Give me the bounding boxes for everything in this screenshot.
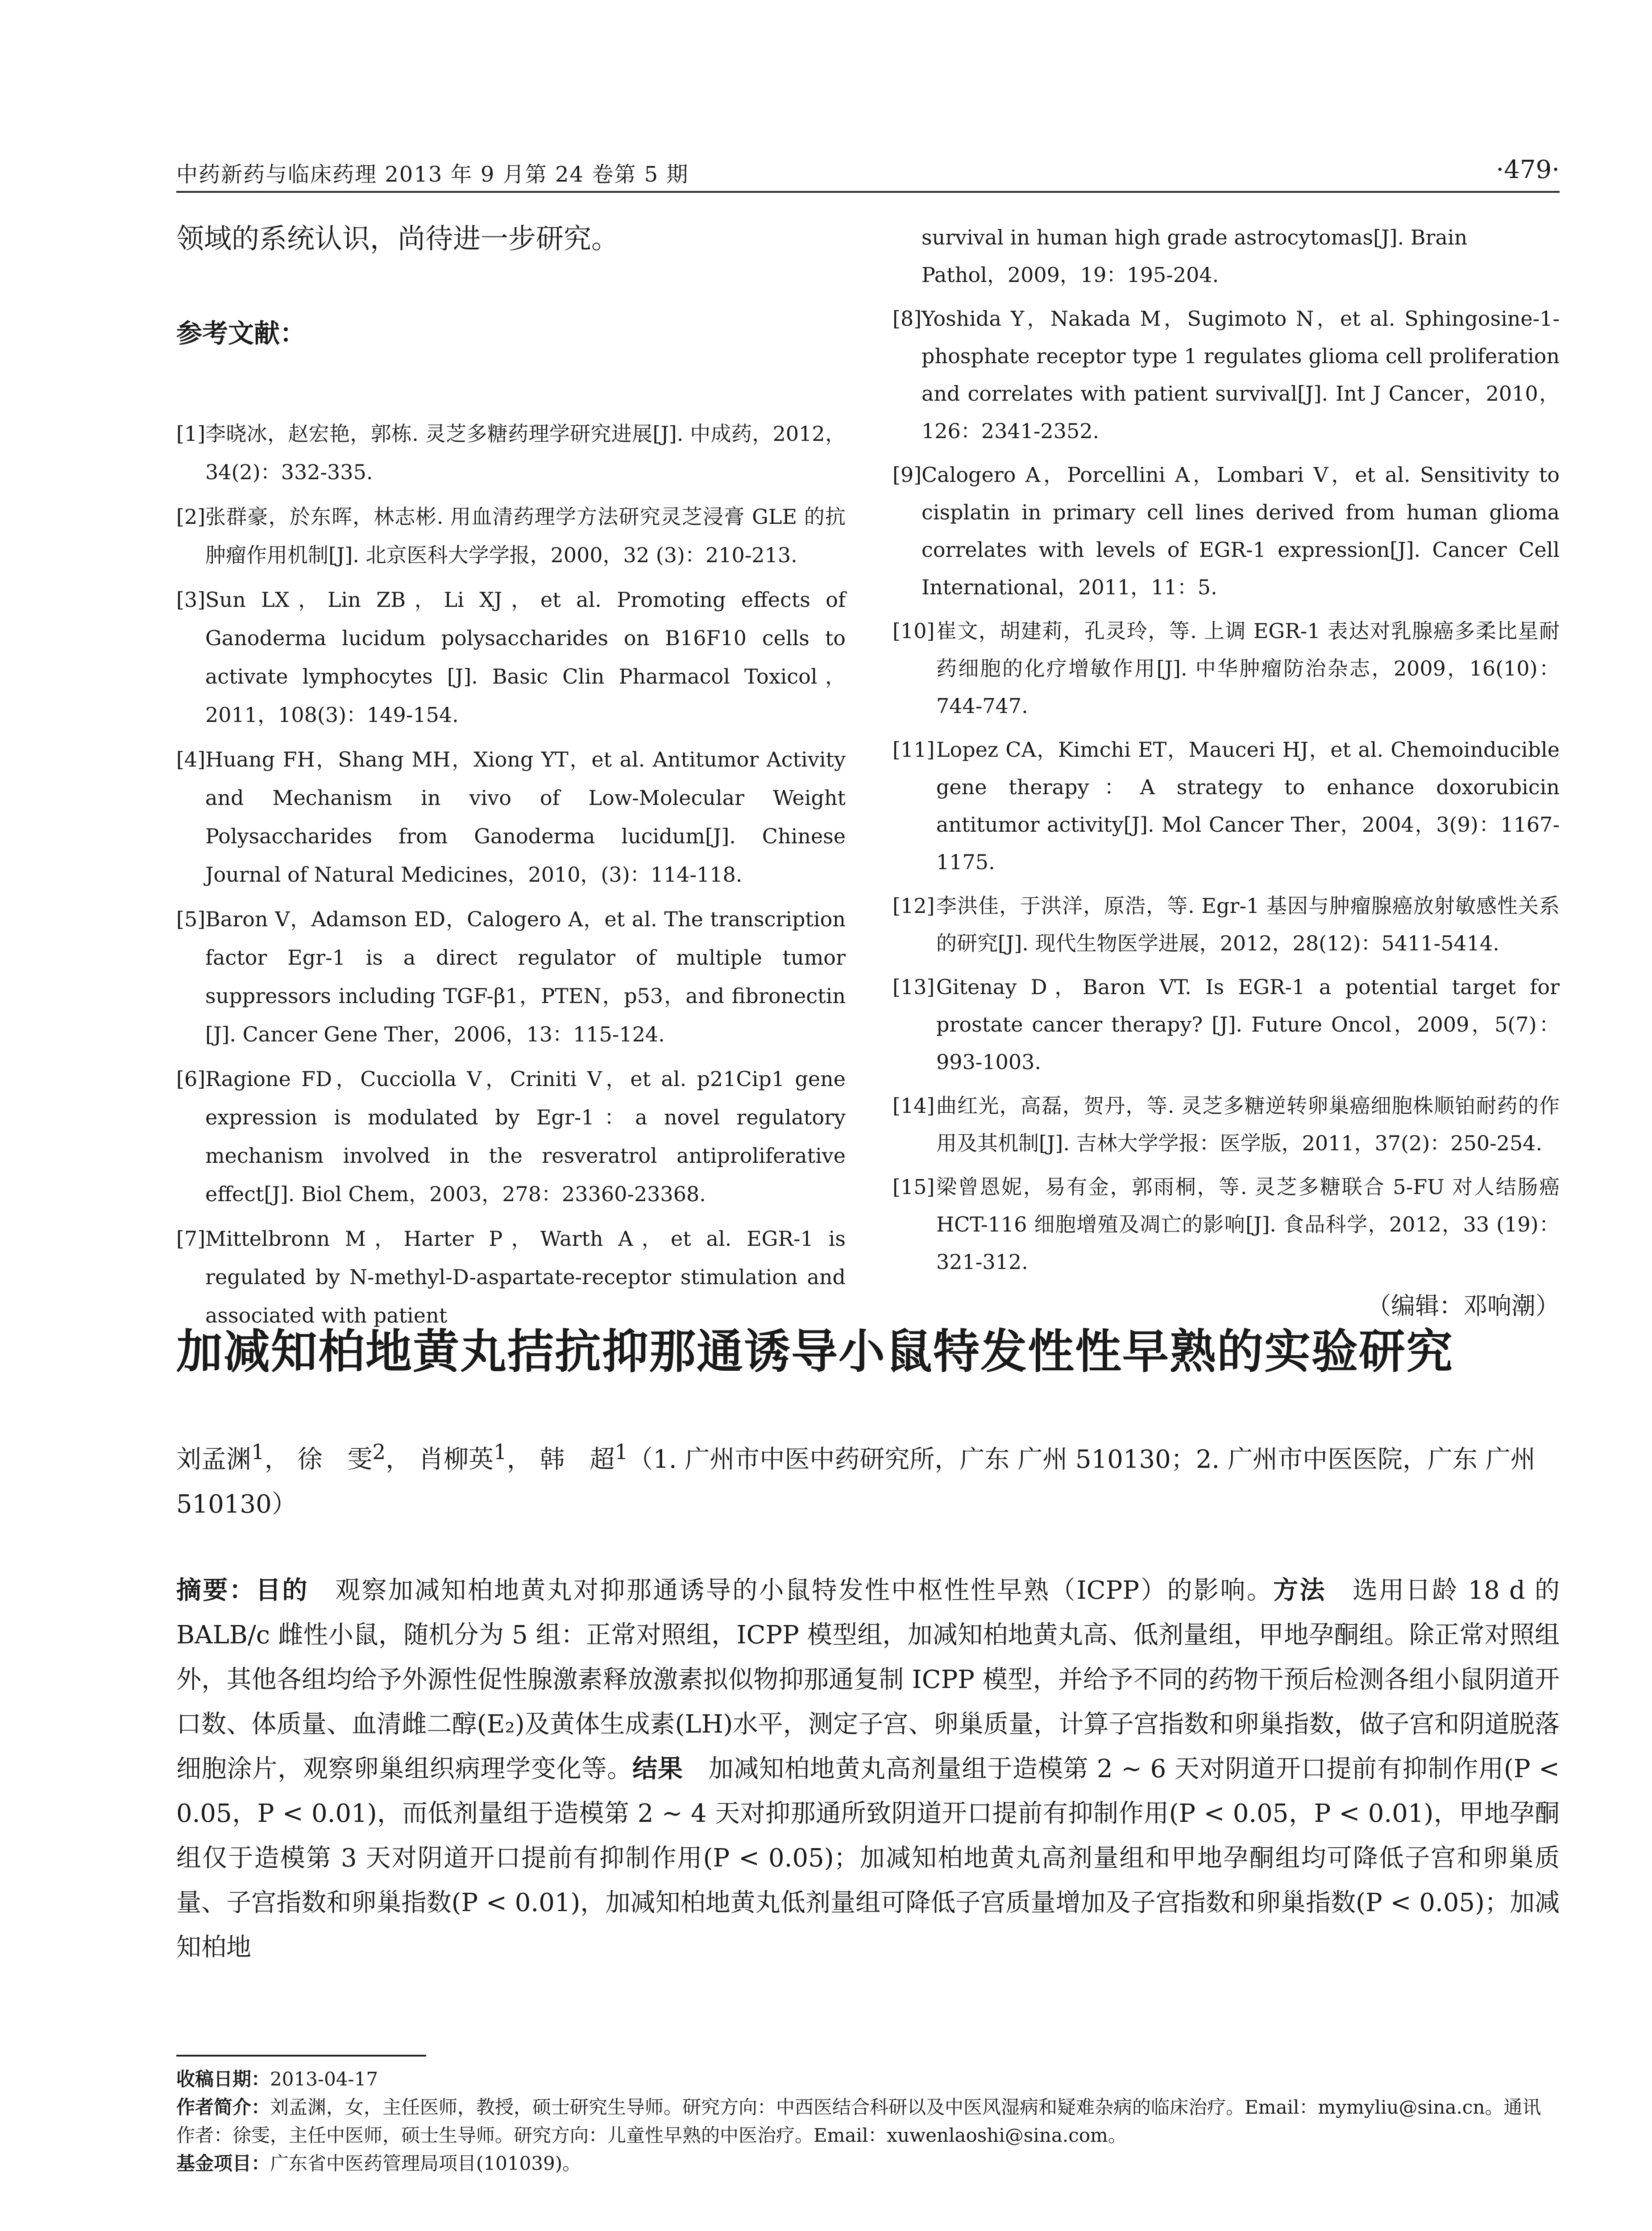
reference-item: [176, 498, 846, 574]
journal-name: 中药新药与临床药理 2013 年 9 月第 24 卷第 5 期: [176, 162, 689, 187]
purpose-text: 观察加减知柏地黄丸对抑那通诱导的小鼠特发性中枢性性早熟（ICPP）的影响。: [335, 1576, 1274, 1605]
preceding-text: 领域的系统认识，尚待进一步研究。: [176, 222, 619, 255]
author-bio: [176, 2093, 1560, 2149]
reference-item: [176, 900, 846, 1053]
reference-text: 梁曾恩妮，易有金，郭雨桐，等. 灵芝多糖联合 5-FU 对人结肠癌 HCT-116 细胞增殖及凋亡的影响[J]. 食品科学，2012，33 (19)：321-312.: [936, 1175, 1560, 1274]
reference-text: 曲红光，高磊，贺丹，等. 灵芝多糖逆转卵巢癌细胞株顺铂耐药的作用及其机制[J]. 吉林大学学报：医学版，2011，37(2)：250-254.: [936, 1094, 1560, 1155]
footnote-rule: [176, 2055, 426, 2057]
reference-number: [9]: [892, 463, 922, 487]
reference-text: Ragione FD，Cucciolla V，Criniti V，et al. p21Cip1 gene expression is modulated by Egr-1：a novel regulatory mechanism involved in the resveratrol antiproliferative effect[J]. Biol Chem，2003，278：23360-23368.: [205, 1067, 846, 1206]
left-column: [176, 219, 846, 1341]
right-column: [892, 219, 1560, 1321]
author-bio-text: 刘孟渊，女，主任医师，教授，硕士研究生导师。研究方向：中西医结合科研以及中医风湿病和疑难杂病的临床治疗。Email：mymyliu@sina.cn。通讯作者：徐雯，主任中医师，硕士生导师。研究方向：儿童性早熟的中医治疗。Email：xuwenlaoshi@sina.com。: [176, 2096, 1541, 2146]
reference-number: [12]: [892, 894, 935, 918]
funding-label: 基金项目：: [176, 2152, 270, 2174]
reference-text: Lopez CA，Kimchi ET，Mauceri HJ，et al. Chemoinducible gene therapy：A strategy to enhance doxorubicin antitumor activity[J]. Mol Cancer Ther，2004，3(9)：1167-1175.: [936, 738, 1560, 874]
reference-number: [14]: [892, 1094, 935, 1118]
affiliation-marker: 1: [614, 1440, 628, 1464]
reference-item: [892, 456, 1560, 606]
results-label: 结果: [632, 1754, 683, 1783]
header-rule: [176, 191, 1560, 193]
author-name: 韩 超: [540, 1445, 615, 1474]
reference-number: [8]: [892, 307, 922, 331]
author-name: 刘孟渊: [176, 1445, 251, 1474]
reference-item: [176, 1060, 846, 1213]
reference-text: Mittelbronn M，Harter P，Warth A，et al. EGR-1 is regulated by N-methyl-D-aspartate-receptor stimulation and associated with patient: [205, 1227, 846, 1327]
author-line: 刘孟渊$^1$， 徐 雯$^2$， 肖柳英$^1$， 韩 超$^1$（1. 广州市中医中药研究所，广东 广州 510130；2. 广州市中医医院，广东 广州 510130）: [176, 1440, 1536, 1519]
reference-item: [892, 1168, 1560, 1281]
abstract-label: 摘要：: [176, 1576, 256, 1605]
received-value: 2013-04-17: [270, 2068, 378, 2090]
affiliation-marker: 2: [372, 1440, 386, 1464]
reference-item: [892, 1087, 1560, 1162]
reference-number: [6]: [176, 1067, 206, 1091]
reference-text: 李晓冰，赵宏艳，郭栋. 灵芝多糖药理学研究进展[J]. 中成药，2012，34(2)：332-335.: [205, 422, 846, 484]
author-name: 肖柳英: [419, 1445, 494, 1474]
methods-label: 方法: [1273, 1576, 1326, 1605]
running-header: [176, 157, 1560, 188]
references-heading: 参考文献：: [176, 318, 306, 348]
reference-text: Calogero A，Porcellini A，Lombari V，et al. Sensitivity to cisplatin in primary cell lines derived from human glioma correlates with levels of EGR-1 expression[J]. Cancer Cell International，2011，11：5.: [921, 463, 1560, 599]
reference-list: [176, 415, 846, 1335]
received-label: 收稿日期：: [176, 2068, 270, 2090]
reference-number: [15]: [892, 1175, 935, 1199]
funding: [176, 2149, 1560, 2177]
received-date: [176, 2065, 1560, 2093]
reference-number: [2]: [176, 505, 206, 529]
reference-number: [3]: [176, 588, 206, 612]
reference-text: Gitenay D，Baron VT. Is EGR-1 a potential target for prostate cancer therapy? [J]. Future Oncol，2009，5(7)：993-1003.: [936, 975, 1560, 1074]
reference-number: [1]: [176, 422, 206, 446]
reference-text: Sun LX，Lin ZB，Li XJ，et al. Promoting effects of Ganoderma lucidum polysaccharides on B16F10 cells to activate lymphocytes [J]. Basic Clin Pharmacol Toxicol，2011，108(3)：149-154.: [205, 588, 846, 727]
reference-item: [176, 740, 846, 894]
author-name: 徐 雯: [297, 1445, 373, 1474]
reference-7-continuation: survival in human high grade astrocytomas[J]. Brain Pathol，2009，19：195-204.: [921, 225, 1468, 287]
reference-item: [176, 581, 846, 734]
results-text: 加减知柏地黄丸高剂量组于造模第 2 ~ 6 天对阴道开口提前有抑制作用(P < 0.05，P < 0.01)，而低剂量组于造模第 2 ~ 4 天对抑那通所致阴道开口提前有抑制作用(P < 0.05，P < 0.01)，甲地孕酮组仅于造模第 3 天对阴道开口提前有抑制作用(P < 0.05)；加减知柏地黄丸高剂量组和甲地孕酮组均可降低子宫和卵巢质量、子宫指数和卵巢指数(P < 0.01)，加减知柏地黄丸低剂量组可降低子宫质量增加及子宫指数和卵巢指数(P < 0.05)；加减知柏地: [176, 1754, 1560, 1962]
reference-item: [892, 612, 1560, 725]
reference-text: 李洪佳，于洪洋，原浩，等. Egr-1 基因与肿瘤腺癌放射敏感性关系的研究[J]. 现代生物医学进展，2012，28(12)：5411-5414.: [936, 894, 1560, 955]
author-bio-label: 作者简介：: [176, 2096, 270, 2118]
reference-number: [5]: [176, 907, 206, 931]
abstract: [176, 1568, 1560, 1970]
methods-text: 选用日龄 18 d 的 BALB/c 雌性小鼠，随机分为 5 组：正常对照组，ICPP 模型组，加减知柏地黄丸高、低剂量组，甲地孕酮组。除正常对照组外，其他各组均给予外源性促性腺激素释放激素拟似物抑那通复制 ICPP 模型，并给予不同的药物干预后检测各组小鼠阴道开口数、体质量、血清雌二醇(E₂)及黄体生成素(LH)水平，测定子宫、卵巢质量，计算子宫指数和卵巢指数，做子宫和阴道脱落细胞涂片，观察卵巢组织病理学变化等。: [176, 1576, 1560, 1783]
reference-number: [4]: [176, 747, 206, 771]
reference-number: [10]: [892, 619, 935, 643]
reference-item: [892, 968, 1560, 1081]
reference-text: Huang FH，Shang MH，Xiong YT，et al. Antitumor Activity and Mechanism in vivo of Low-Molecular Weight Polysaccharides from Ganoderma lucidum[J]. Chinese Journal of Natural Medicines，2010，(3)：114-118.: [205, 747, 846, 887]
reference-text: 张群豪，於东晖，林志彬. 用血清药理学方法研究灵芝浸膏 GLE 的抗肿瘤作用机制[J]. 北京医科大学学报，2000，32 (3)：210-213.: [205, 505, 846, 567]
footnotes: [176, 2065, 1560, 2177]
affiliation-marker: 1: [251, 1440, 265, 1464]
affiliations: （1. 广州市中医中药研究所，广东 广州 510130；2. 广州市中医医院，广东 广州 510130）: [176, 1445, 1536, 1519]
reference-number: [13]: [892, 975, 935, 999]
reference-number: [7]: [176, 1227, 206, 1251]
reference-list: [892, 300, 1560, 1281]
reference-item: [892, 300, 1560, 450]
reference-number: [11]: [892, 738, 935, 762]
reference-item: [176, 415, 846, 491]
affiliation-marker: 1: [494, 1440, 507, 1464]
page-number: ·479·: [1496, 155, 1560, 184]
reference-text: Yoshida Y，Nakada M，Sugimoto N，et al. Sphingosine-1-phosphate receptor type 1 regulates glioma cell proliferation and correlates with patient survival[J]. Int J Cancer，2010，126：2341-2352.: [921, 307, 1560, 443]
reference-item: [892, 887, 1560, 962]
purpose-label: 目的: [256, 1576, 309, 1605]
article-title: 加减知柏地黄丸拮抗抑那通诱导小鼠特发性性早熟的实验研究: [176, 1324, 1454, 1379]
editor-credit: （编辑：邓响潮）: [1367, 1292, 1560, 1320]
funding-text: 广东省中医药管理局项目(101039)。: [270, 2152, 581, 2174]
reference-text: 崔文，胡建莉，孔灵玲，等. 上调 EGR-1 表达对乳腺癌多柔比星耐药细胞的化疗增敏作用[J]. 中华肿瘤防治杂志，2009，16(10)：744-747.: [936, 619, 1560, 718]
reference-text: Baron V，Adamson ED，Calogero A，et al. The transcription factor Egr-1 is a direct regulator of multiple tumor suppressors including TGF-β1，PTEN，p53，and fibronectin [J]. Cancer Gene Ther，2006，13：115-124.: [205, 907, 846, 1046]
reference-item: [892, 731, 1560, 881]
